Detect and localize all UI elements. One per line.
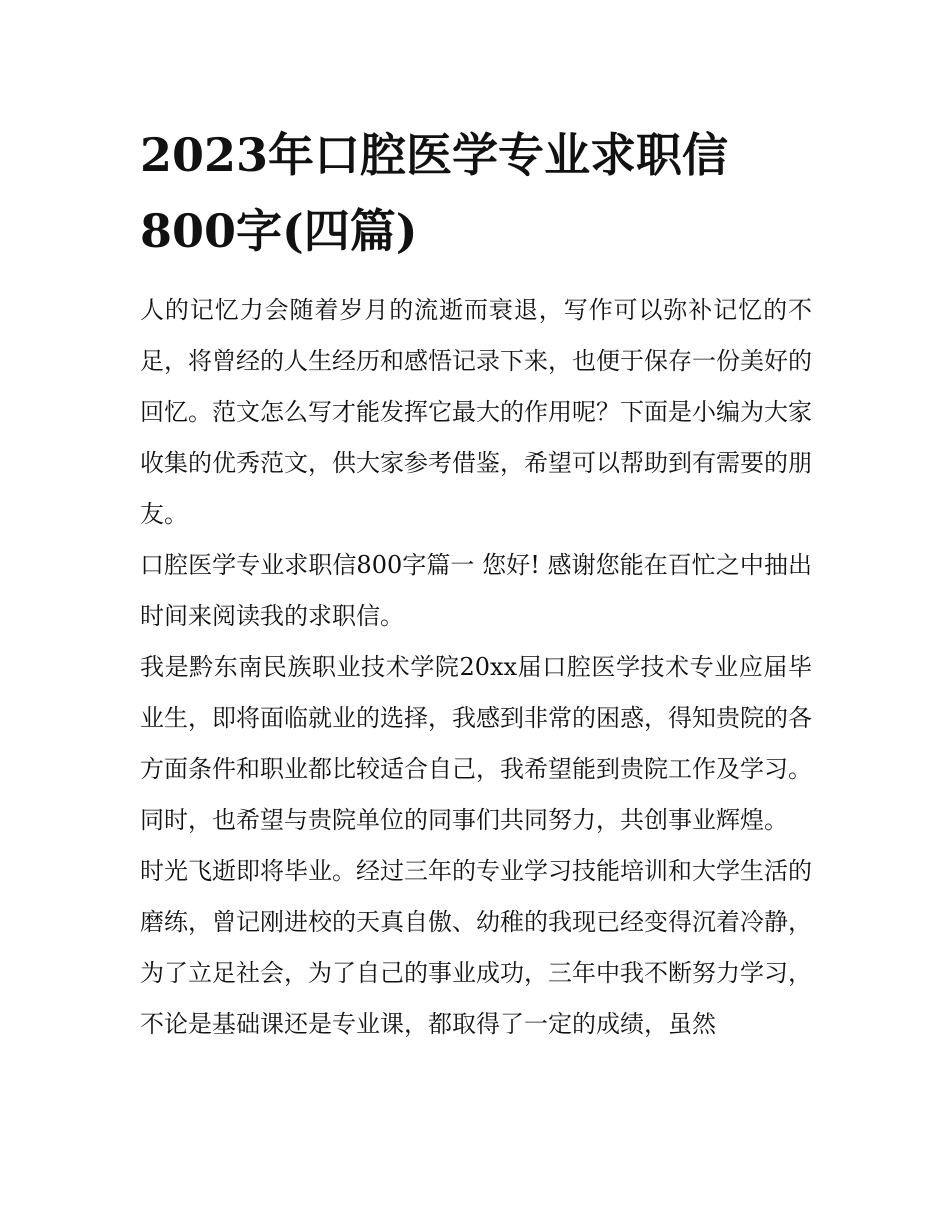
paragraph-study-experience: 时光飞逝即将毕业。经过三年的专业学习技能培训和大学生活的磨练，曾记刚进校的天真自傲、幼稚的我现已经变得沉着冷静，为了立足社会，为了自己的事业成功，三年中我不断努力学习，不论是基础课还是专业课，都取得了一定的成绩，虽然 (140, 857, 812, 1038)
title-line-1: 2023年口腔医学专业求职信 (140, 128, 729, 182)
paragraph-self-introduction: 我是黔东南民族职业技术学院20xx届口腔医学技术专业应届毕业生，即将面临就业的选择，我感到非常的困惑，得知贵院的各方面条件和职业都比较适合自己，我希望能到贵院工作及学习。同时，也希望与贵院单位的同事们共同努力，共创事业辉煌。 (140, 653, 812, 834)
paragraph-intro: 人的记忆力会随着岁月的流逝而衰退，写作可以弥补记忆的不足，将曾经的人生经历和感悟记录下来，也便于保存一份美好的回忆。范文怎么写才能发挥它最大的作用呢？下面是小编为大家收集的优秀范文，供大家参考借鉴，希望可以帮助到有需要的朋友。 (140, 296, 812, 528)
document-page (140, 0, 812, 1050)
page-title (140, 0, 812, 269)
title-line-2: 800字(四篇) (140, 204, 418, 258)
paragraph-greeting: 口腔医学专业求职信800字篇一 您好! 感谢您能在百忙之中抽出时间来阅读我的求职信。 (140, 551, 812, 630)
